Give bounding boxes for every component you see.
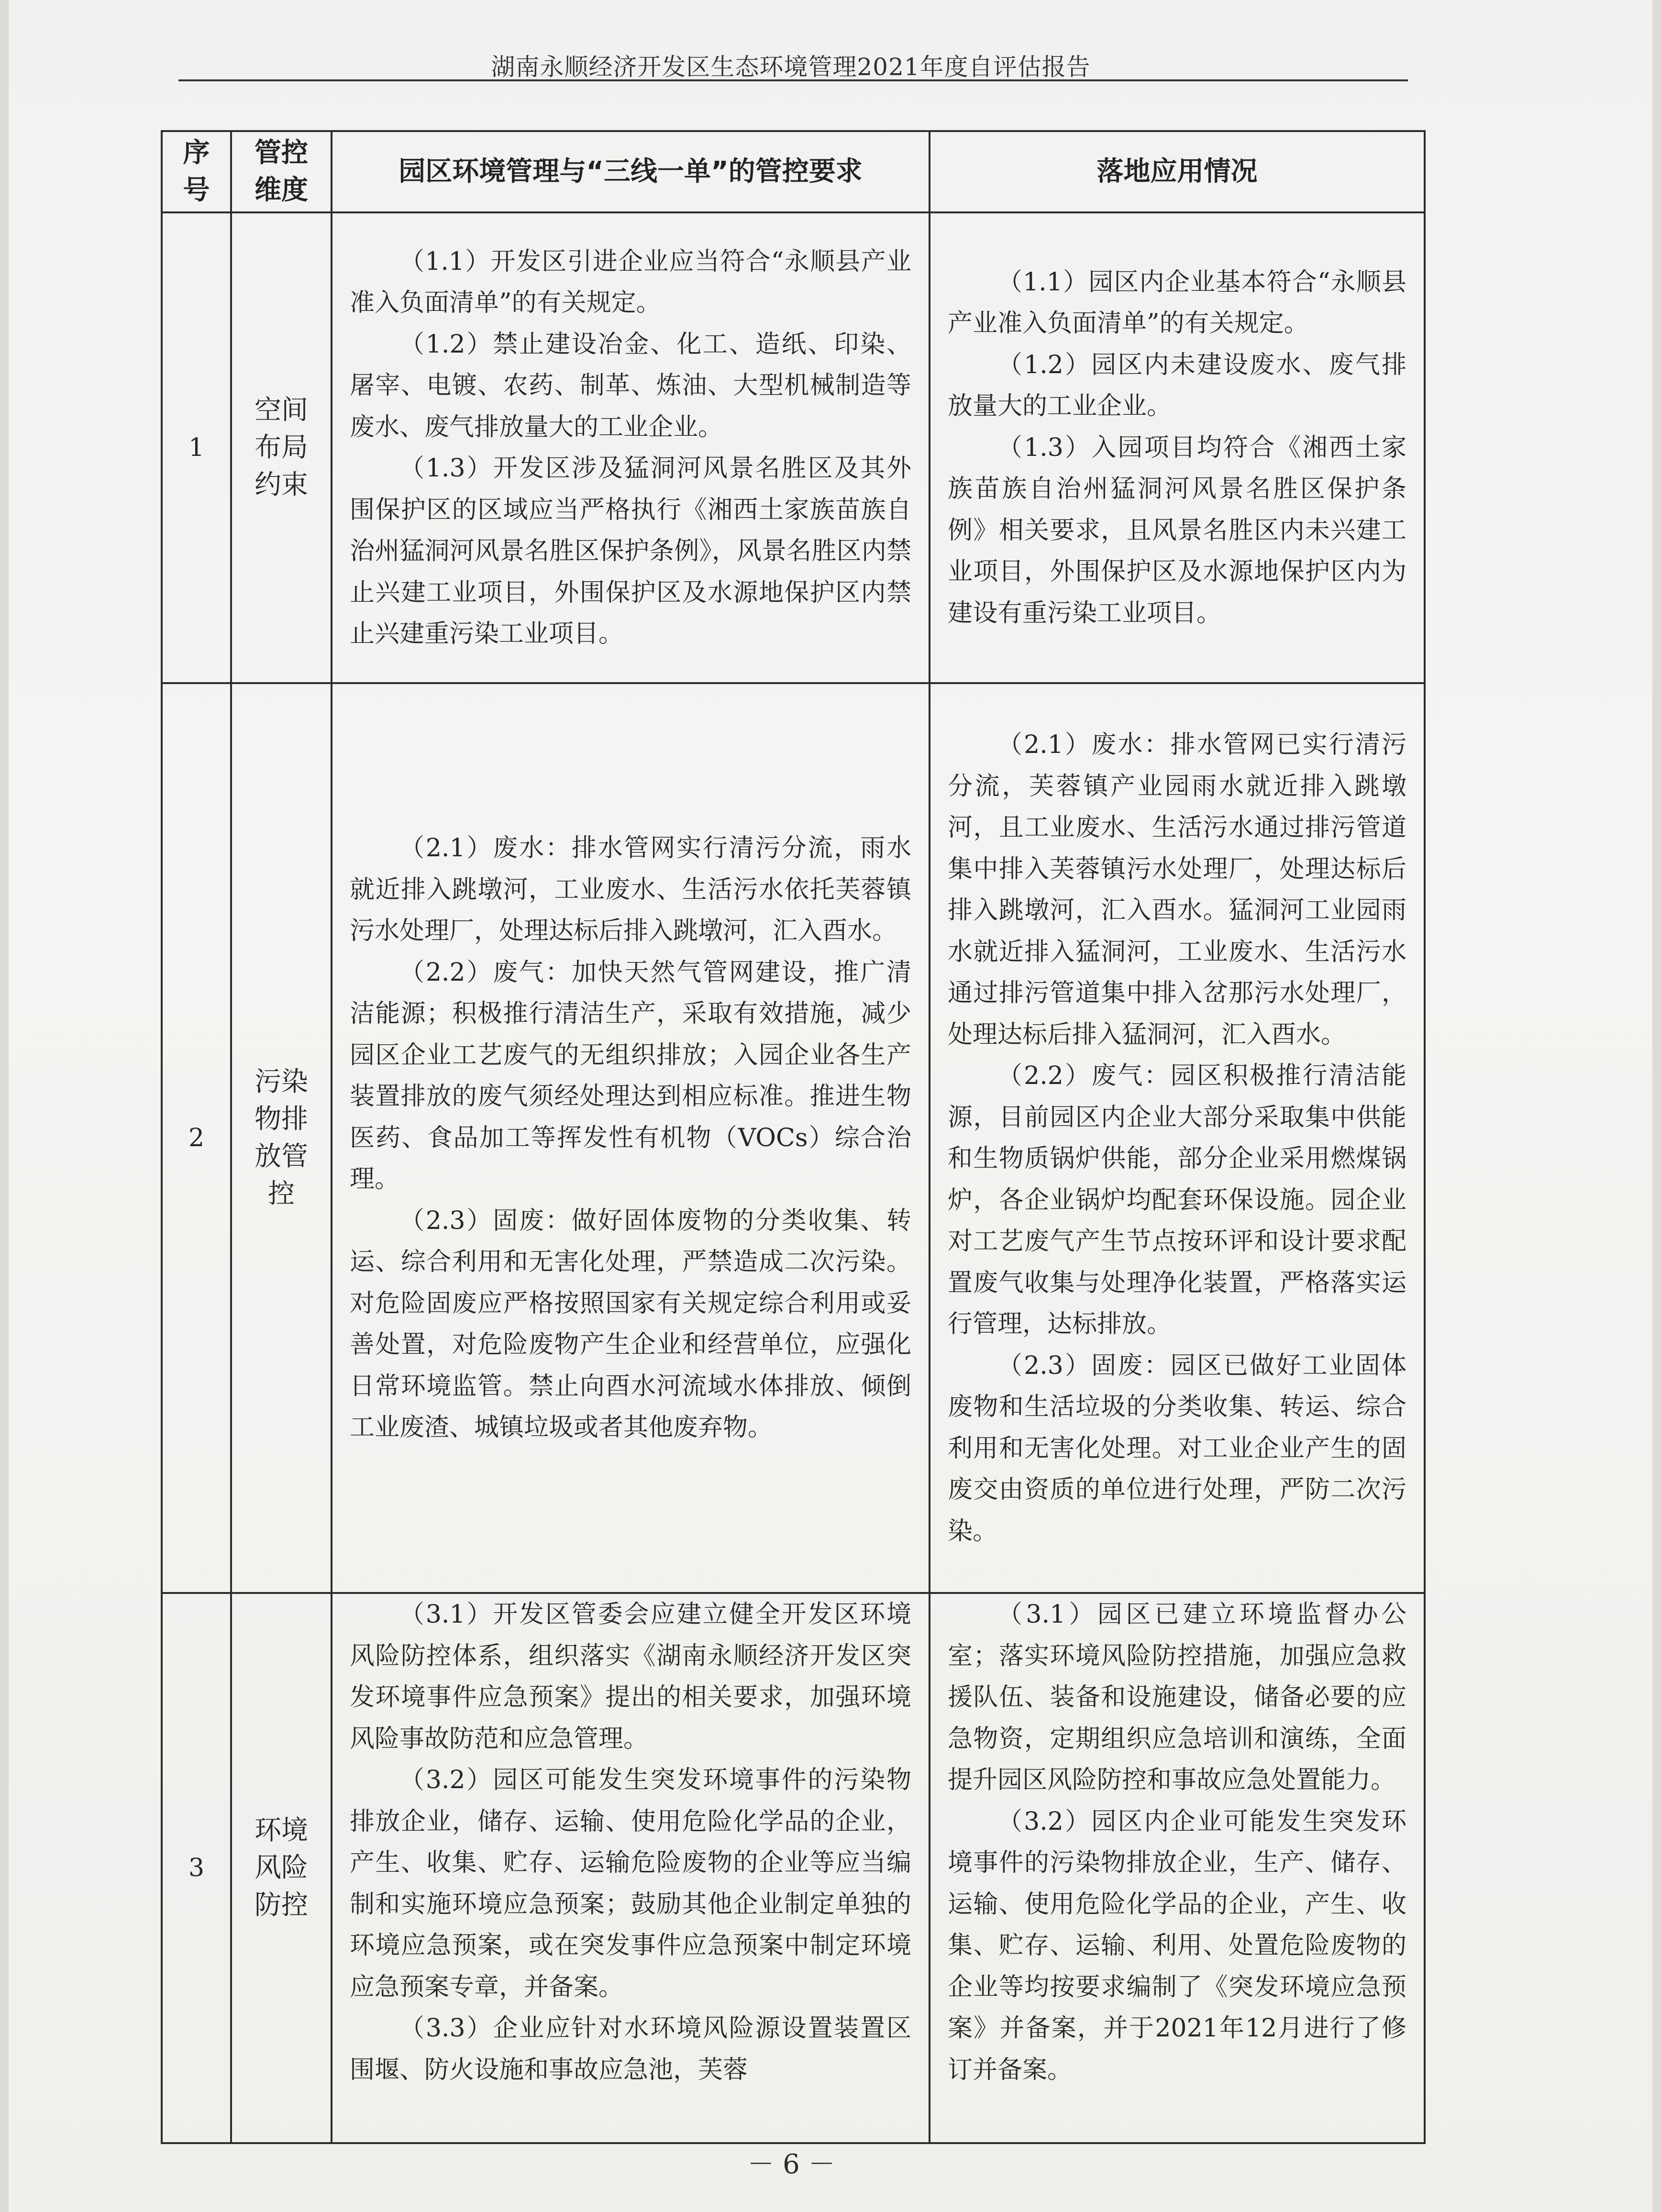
control-requirements-table xyxy=(161,130,1426,2144)
requirement-item: （3.3）企业应针对水环境风险源设置装置区围堰、防火设施和事故应急池，芙蓉 xyxy=(350,2014,911,2084)
page-number: － 6 － xyxy=(747,2149,835,2180)
requirement-item: （3.2）园区可能发生突发环境事件的污染物排放企业，储存、运输、使用危险化学品的企业，产生、收集、贮存、运输危险废物的企业等应当编制和实施环境应急预案；鼓励其他企业制定单独的环境应急预案，或在突发事件应急预案中制定环境应急预案专章，并备案。 xyxy=(350,1766,911,2002)
applications-cell xyxy=(930,683,1425,1593)
requirement-item: （2.1）废水：排水管网实行清污分流，雨水就近排入跳墩河，工业废水、生活污水依托芙蓉镇污水处理厂，处理达标后排入跳墩河，汇入酉水。 xyxy=(350,834,911,946)
table-row xyxy=(162,1593,1425,2143)
requirements-cell xyxy=(332,212,930,683)
requirement-item: （2.2）废气：加快天然气管网建设，推广清洁能源；积极推行清洁生产，采取有效措施，减少园区企业工艺废气的无组织排放；入园企业各生产装置排放的废气须经处理达到相应标准。推进生物医药、食品加工等挥发性有机物（VOCs）综合治理。 xyxy=(350,958,911,1194)
requirements-cell xyxy=(332,1593,930,2143)
row-dimension: 环境风险防控 xyxy=(231,1593,332,2143)
requirement-item: （1.3）开发区涉及猛洞河风景名胜区及其外围保护区的区域应当严格执行《湘西土家族苗族自治州猛洞河风景名胜区保护条例》，风景名胜区内禁止兴建工业项目，外围保护区及水源地保护区内禁止兴建重污染工业项目。 xyxy=(350,454,911,648)
table-row xyxy=(162,212,1425,683)
header-seq: 序号 xyxy=(162,131,231,212)
applications-cell xyxy=(930,1593,1425,2143)
application-item: （2.1）废水：排水管网已实行清污分流，芙蓉镇产业园雨水就近排入跳墩河，且工业废水、生活污水通过排污管道集中排入芙蓉镇污水处理厂，处理达标后排入跳墩河，汇入酉水。猛洞河工业园雨水就近排入猛洞河，工业废水、生活污水通过排污管道集中排入岔那污水处理厂，处理达标后排入猛洞河，汇入酉水。 xyxy=(948,730,1406,1049)
requirement-item: （3.1）开发区管委会应建立健全开发区环境风险防控体系，组织落实《湖南永顺经济开发区突发环境事件应急预案》提出的相关要求，加强环境风险事故防范和应急管理。 xyxy=(350,1600,911,1753)
application-item: （1.1）园区内企业基本符合“永顺县产业准入负面清单”的有关规定。 xyxy=(948,267,1406,338)
application-item: （2.3）固废：园区已做好工业固体废物和生活垃圾的分类收集、转运、综合利用和无害化处理。对工业企业产生的固废交由资质的单位进行处理，严防二次污染。 xyxy=(948,1351,1406,1546)
header-application: 落地应用情况 xyxy=(930,131,1425,212)
applications-cell xyxy=(930,212,1425,683)
row-dimension: 污染物排放管控 xyxy=(231,683,332,1593)
row-dimension: 空间布局约束 xyxy=(231,212,332,683)
header-requirement: 园区环境管理与“三线一单”的管控要求 xyxy=(332,131,930,212)
requirement-item: （1.2）禁止建设冶金、化工、造纸、印染、屠宰、电镀、农药、制革、炼油、大型机械制造等废水、废气排放量大的工业企业。 xyxy=(350,330,911,442)
requirement-item: （1.1）开发区引进企业应当符合“永顺县产业准入负面清单”的有关规定。 xyxy=(350,247,911,317)
application-item: （1.3）入园项目均符合《湘西土家族苗族自治州猛洞河风景名胜区保护条例》相关要求，且风景名胜区内未兴建工业项目，外围保护区及水源地保护区内为建设有重污染工业项目。 xyxy=(948,433,1406,628)
row-seq: 1 xyxy=(162,212,231,683)
application-item: （1.2）园区内未建设废水、废气排放量大的工业企业。 xyxy=(948,350,1406,421)
application-item: （3.1）园区已建立环境监督办公室；落实环境风险防控措施，加强应急救援队伍、装备和设施建设，储备必要的应急物资，定期组织应急培训和演练，全面提升园区风险防控和事故应急处置能力。 xyxy=(948,1600,1406,1794)
application-item: （2.2）废气：园区积极推行清洁能源，目前园区内企业大部分采取集中供能和生物质锅炉供能，部分企业采用燃煤锅炉，各企业锅炉均配套环保设施。园企业对工艺废气产生节点按环评和设计要求配置废气收集与处理净化装置，严格落实运行管理，达标排放。 xyxy=(948,1062,1406,1338)
requirements-cell xyxy=(332,683,930,1593)
row-seq: 2 xyxy=(162,683,231,1593)
header-dimension: 管控维度 xyxy=(231,131,332,212)
running-header: 湖南永顺经济开发区生态环境管理2021年度自评估报告 xyxy=(491,53,1091,81)
row-seq: 3 xyxy=(162,1593,231,2143)
header-divider xyxy=(178,79,1408,81)
table-header-row xyxy=(162,131,1425,212)
document-page xyxy=(9,0,1652,2212)
table-row xyxy=(162,683,1425,1593)
requirement-item: （2.3）固废：做好固体废物的分类收集、转运、综合利用和无害化处理，严禁造成二次污染。对危险固废应严格按照国家有关规定综合利用或妥善处置，对危险废物产生企业和经营单位，应强化日常环境监管。禁止向酉水河流域水体排放、倾倒工业废渣、城镇垃圾或者其他废弃物。 xyxy=(350,1206,911,1442)
application-item: （3.2）园区内企业可能发生突发环境事件的污染物排放企业，生产、储存、运输、使用危险化学品的企业，产生、收集、贮存、运输、利用、处置危险废物的企业等均按要求编制了《突发环境应急预案》并备案，并于2021年12月进行了修订并备案。 xyxy=(948,1807,1406,2084)
